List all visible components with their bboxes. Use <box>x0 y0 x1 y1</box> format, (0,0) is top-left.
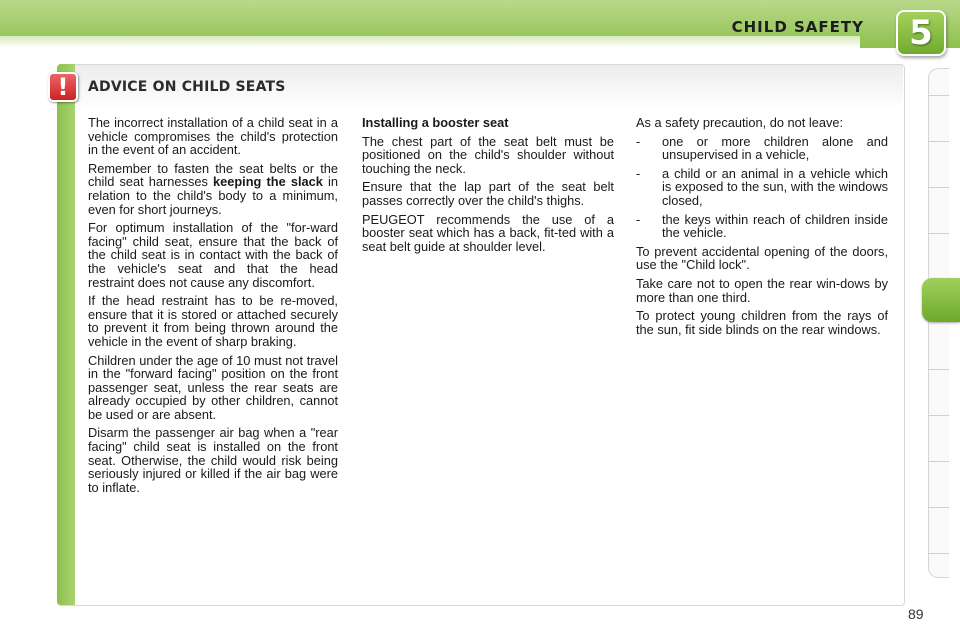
text-column-3 <box>636 116 888 341</box>
paragraph: If the head restraint has to be re-moved, ensure that it is stored or attached securely to prevent it from being thrown around the vehicle in the event of sharp braking. <box>88 293 338 349</box>
side-tab-divider <box>929 415 949 416</box>
paragraph: Take care not to open the rear win-dows by more than one third. <box>636 275 888 305</box>
paragraph: For optimum installation of the "for-ward facing" child seat, ensure that the back of the child seat is in contact with the back of the vehicle's seat and that the head restraint does not cause any discomfort. <box>88 220 338 290</box>
side-tab-divider <box>929 141 949 142</box>
paragraph <box>88 162 338 216</box>
list-item-text: the keys within reach of children inside the vehicle. <box>662 211 888 241</box>
side-tab-divider <box>929 369 949 370</box>
side-tab-divider <box>929 187 949 188</box>
paragraph: To prevent accidental opening of the doors, use the "Child lock". <box>636 243 888 273</box>
list-dash: - <box>636 165 641 181</box>
emphasis-text: keeping the slack <box>213 174 323 190</box>
side-tab-divider <box>929 95 949 96</box>
paragraph: Disarm the passenger air bag when a "rear facing" child seat is installed on the front seat. Otherwise, the child would risk being seriously injured or killed if the air bag were to inflate. <box>88 425 338 495</box>
section-title: ADVICE ON CHILD SEATS <box>88 79 286 95</box>
list-item <box>636 135 888 162</box>
text-column-2 <box>362 116 614 258</box>
page-number: 89 <box>908 606 924 622</box>
list-item <box>636 213 888 240</box>
chapter-side-tabs <box>928 68 949 578</box>
paragraph: Children under the age of 10 must not travel in the "forward facing" position on the front passenger seat, unless the rear seats are already occupied by other children, cannot be used or are absent. <box>88 352 338 422</box>
list-item-text: a child or an animal in a vehicle which is exposed to the sun, with the windows closed, <box>662 165 888 208</box>
side-tab-divider <box>929 461 949 462</box>
side-tab-divider <box>929 553 949 554</box>
paragraph: Ensure that the lap part of the seat belt passes correctly over the child's thighs. <box>362 179 614 208</box>
paragraph: The chest part of the seat belt must be positioned on the child's shoulder without touching the neck. <box>362 133 614 176</box>
paragraph: As a safety precaution, do not leave: <box>636 115 844 130</box>
subheading: Installing a booster seat <box>362 115 509 130</box>
list-dash: - <box>636 133 641 149</box>
header-band-shade <box>0 36 860 48</box>
chapter-title: CHILD SAFETY <box>731 18 864 36</box>
paragraph: To protect young children from the rays of the sun, fit side blinds on the rear windows. <box>636 308 888 337</box>
chapter-number-badge: 5 <box>896 10 946 56</box>
paragraph: PEUGEOT recommends the use of a booster seat which has a back, fit-ted with a seat belt guide at shoulder level. <box>362 211 614 254</box>
side-tab-divider <box>929 507 949 508</box>
list-item <box>636 167 888 208</box>
panel-accent-bar <box>57 64 75 605</box>
paragraph: The incorrect installation of a child seat in a vehicle compromises the child's protection in the event of an accident. <box>88 115 338 158</box>
warning-icon: ! <box>48 72 78 102</box>
list-item-text: one or more children alone and unsupervised in a vehicle, <box>662 133 888 163</box>
side-tab-active <box>922 278 960 322</box>
paragraph-text: in relation to the child's body to a minimum, even for short journeys. <box>88 174 339 217</box>
text-column-1 <box>88 116 338 499</box>
paragraph-text: Remember to fasten the seat belts or the child seat harnesses <box>88 160 338 190</box>
side-tab-divider <box>929 233 949 234</box>
list-dash: - <box>636 211 641 227</box>
